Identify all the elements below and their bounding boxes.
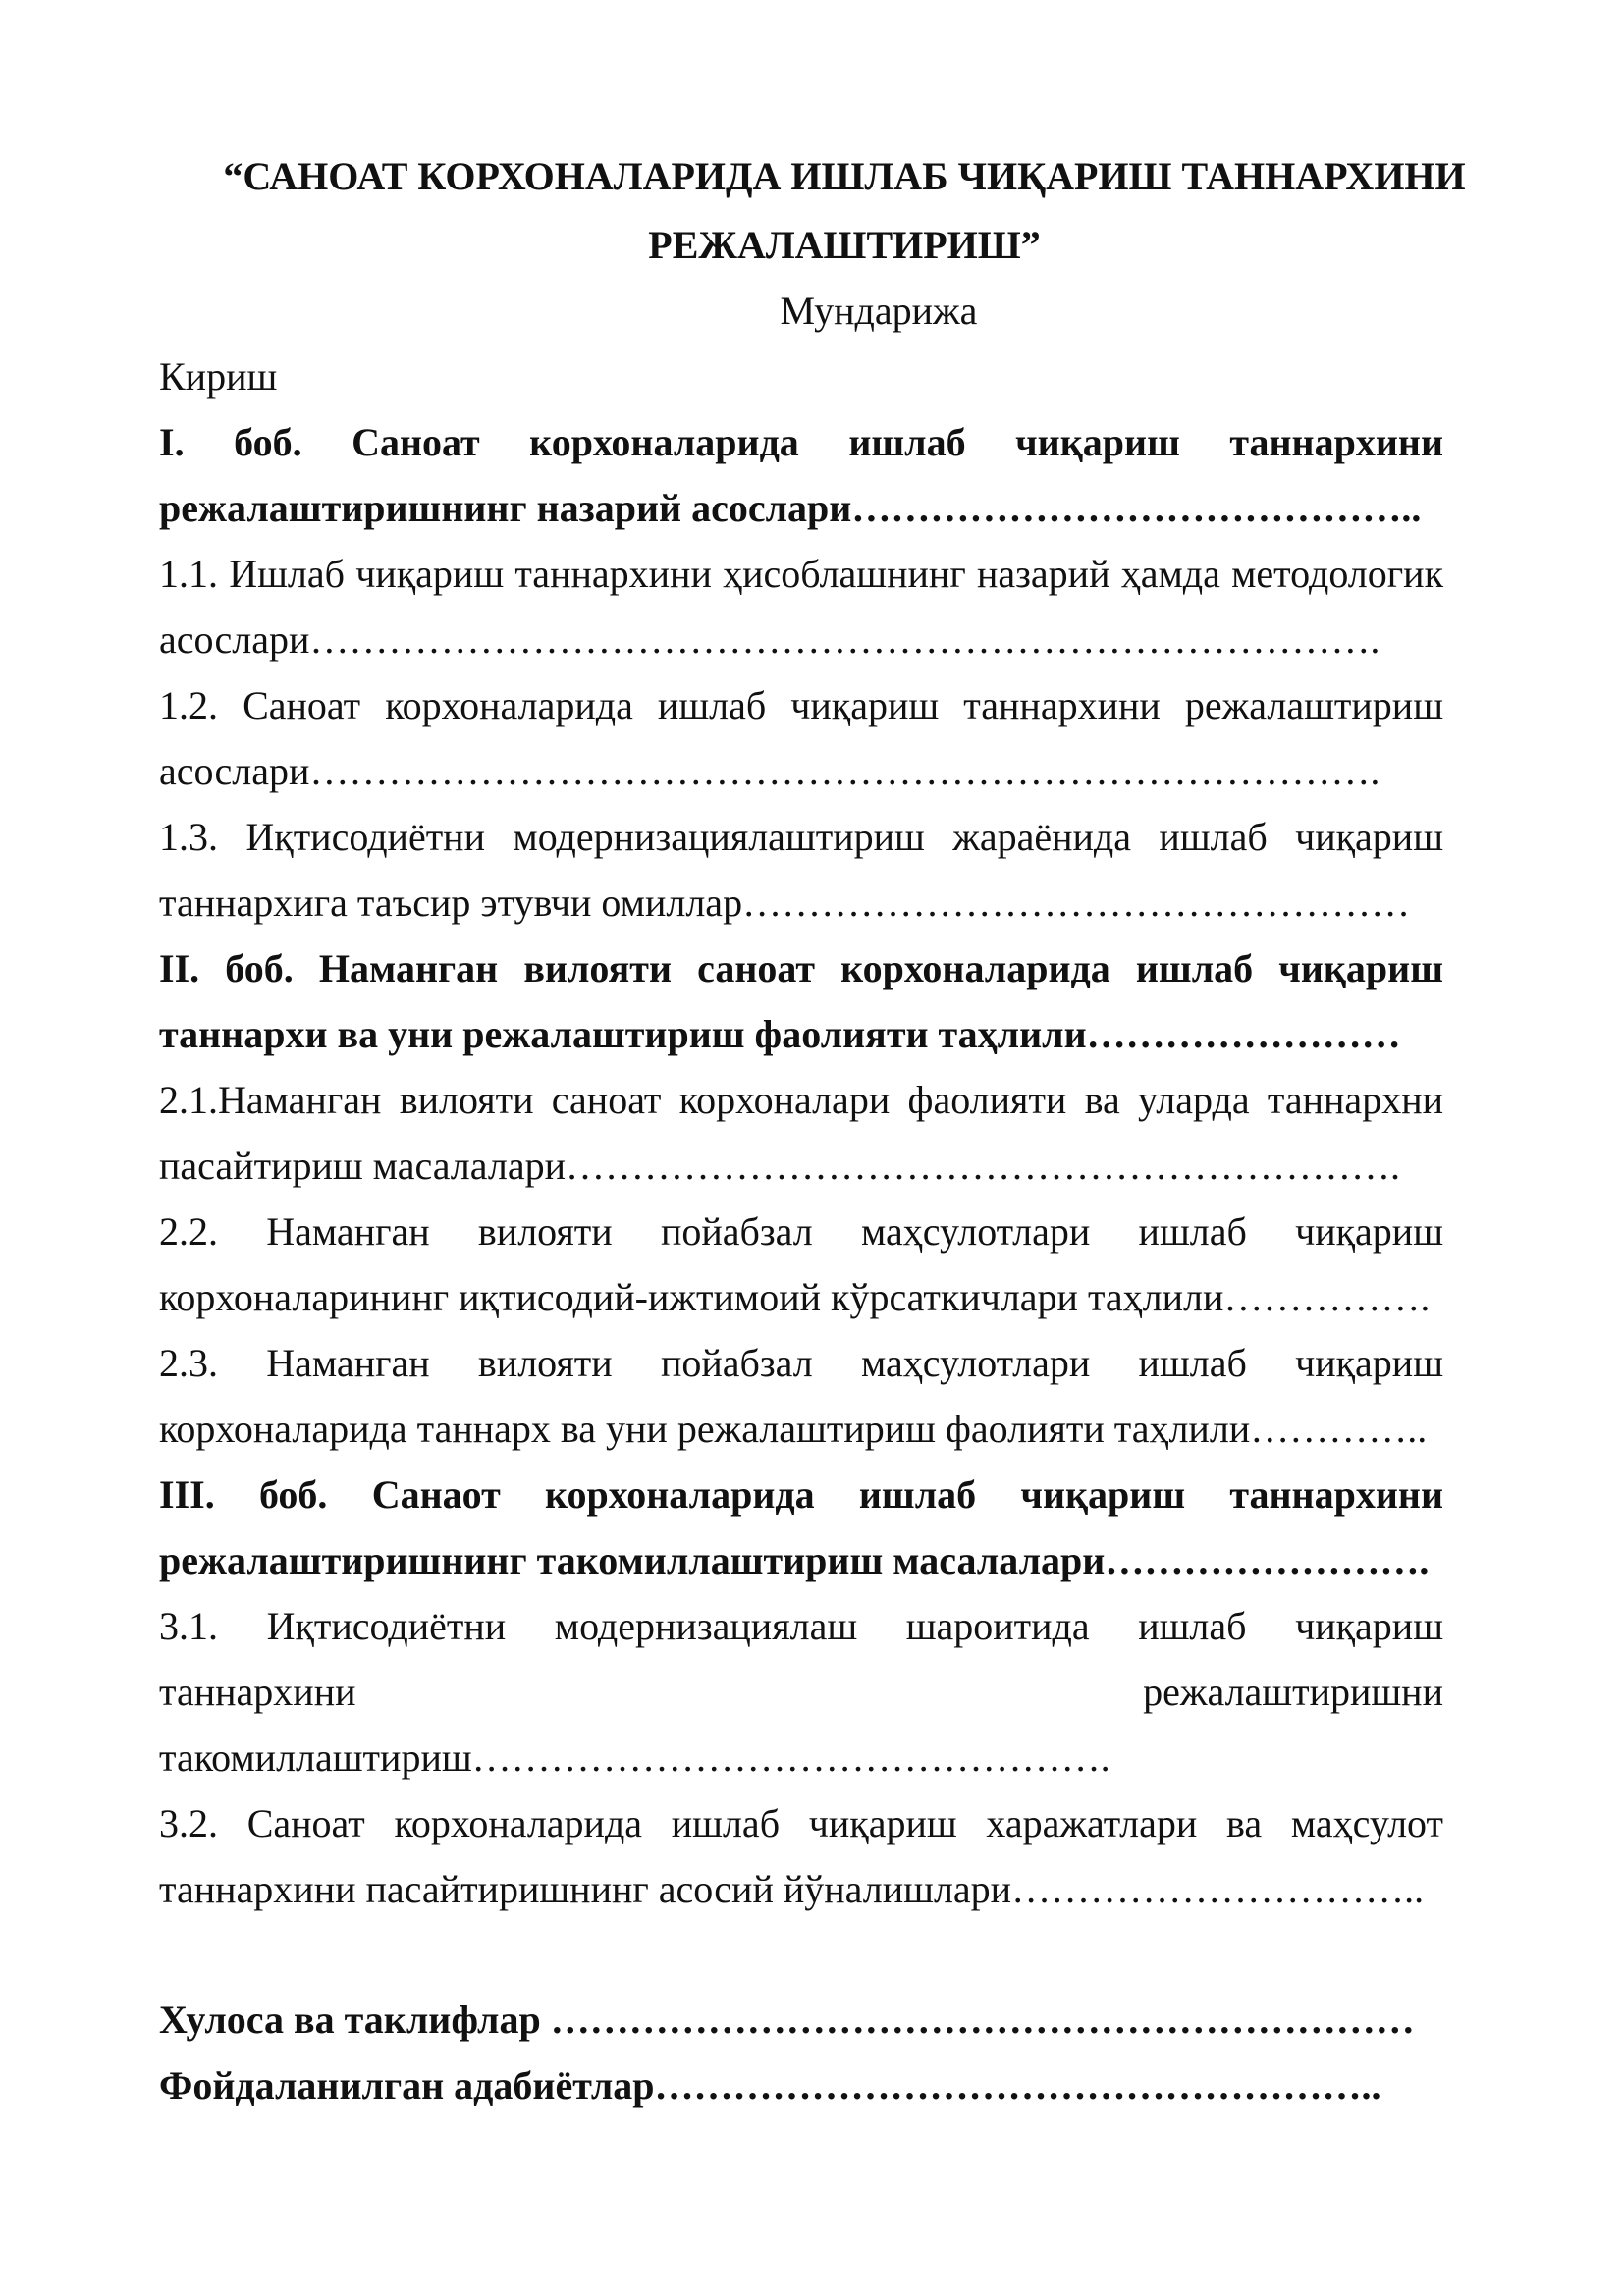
table-of-contents <box>159 344 1443 2118</box>
toc-section-1-2: 1.2. Саноат корхоналарида ишлаб чиқариш таннархини режалаштириш асослари………………………………………………………………………. <box>159 683 1443 793</box>
document-title <box>157 142 1532 280</box>
title-line-2: РЕЖАЛАШТИРИШ” <box>648 223 1041 267</box>
toc-section-3-2: 3.2. Саноат корхоналарида ишлаб чиқариш харажатлари ва маҳсулот таннархини пасайтиришнинг асосий йўналишлари………………………….. <box>159 1801 1443 1911</box>
toc-section-2-2: 2.2. Наманган вилояти пойабзал маҳсулотлари ишлаб чиқариш корхоналарининг иқтисодий-ижтимоий кўрсаткичлари таҳлили……………. <box>159 1209 1443 1319</box>
toc-conclusion: Хулоса ва таклифлар ………………………………………………………… <box>159 1998 1415 2042</box>
toc-chapter-2: II. боб. Наманган вилояти саноат корхоналарида ишлаб чиқариш таннархи ва уни режалаштириш фаолияти таҳлили…………………… <box>159 946 1443 1056</box>
toc-section-1-3: 1.3. Иқтисодиётни модернизациялаштириш жараёнида ишлаб чиқариш таннархига таъсир этувчи омиллар…………………………………………… <box>159 815 1443 925</box>
toc-section-3-1: 3.1. Иқтисодиётни модернизациялаш шароитида ишлаб чиқариш таннархини режалаштиришни такомиллаштириш…………………………………………. <box>159 1604 1443 1780</box>
toc-section-2-1: 2.1.Наманган вилояти саноат корхоналари фаолияти ва уларда таннархни пасайтириш масалалари………………………………………………………. <box>159 1078 1443 1188</box>
spacer <box>159 1922 1443 1987</box>
contents-heading: Мундарижа <box>780 289 978 333</box>
toc-section-2-3: 2.3. Наманган вилояти пойабзал маҳсулотлари ишлаб чиқариш корхоналарида таннарх ва уни режалаштириш фаолияти таҳлили………….. <box>159 1341 1443 1451</box>
toc-chapter-1: I. боб. Саноат корхоналарида ишлаб чиқариш таннархини режалаштиришнинг назарий асослари…………………………………….. <box>159 420 1443 530</box>
toc-section-1-1: 1.1. Ишлаб чиқариш таннархини ҳисоблашнинг назарий ҳамда методологик асослари………………………………………………………………………. <box>159 552 1443 662</box>
title-line-1: “САНОАТ КОРХОНАЛАРИДА ИШЛАБ ЧИҚАРИШ ТАННАРХИНИ <box>223 154 1466 198</box>
toc-references: Фойдаланилган адабиётлар……………………………………………….. <box>159 2063 1381 2108</box>
toc-intro: Кириш <box>159 354 278 399</box>
toc-chapter-3: III. боб. Санаот корхоналарида ишлаб чиқариш таннархини режалаштиришнинг такомиллаштириш масалалари……………………. <box>159 1472 1443 1582</box>
